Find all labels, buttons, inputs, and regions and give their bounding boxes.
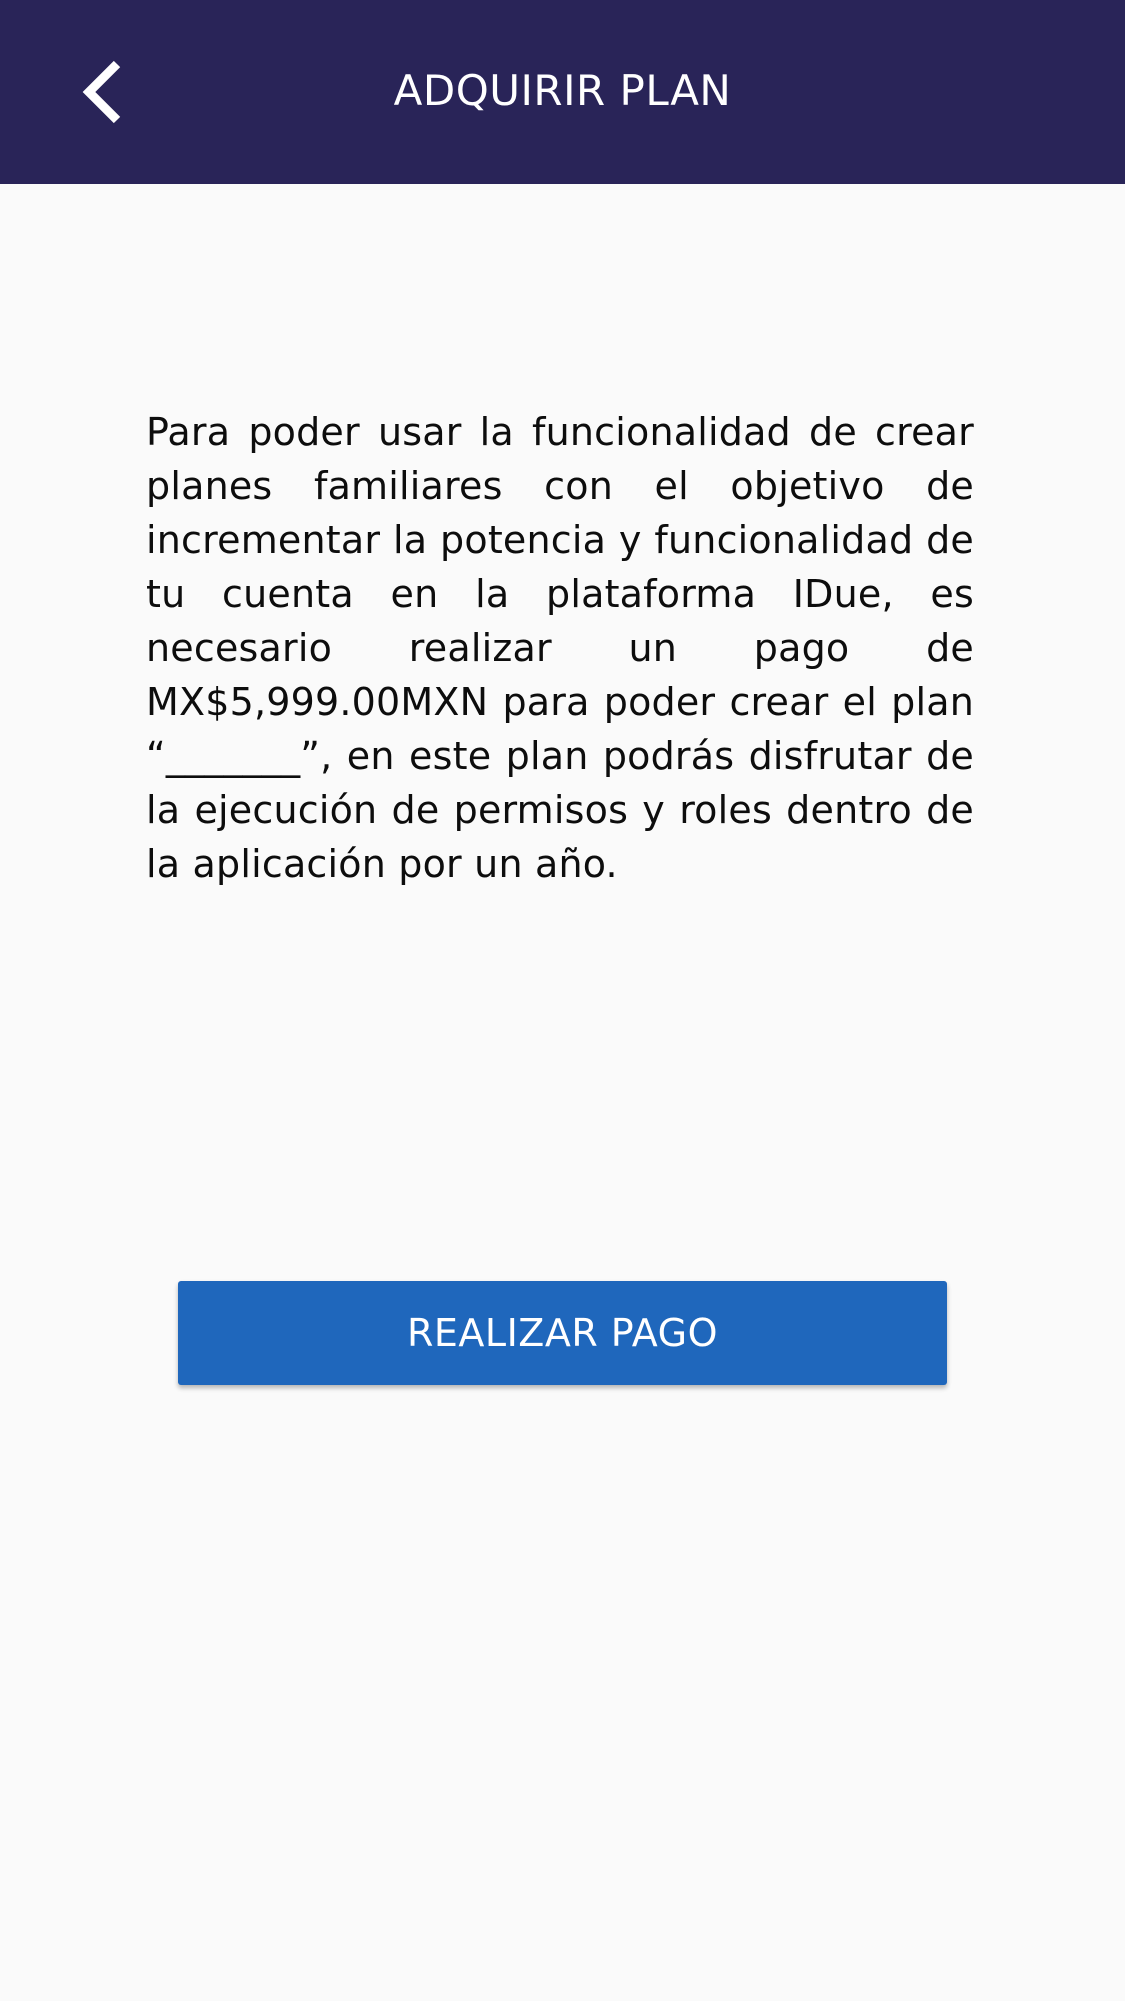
page-title: ADQUIRIR PLAN	[393, 66, 732, 115]
plan-description: Para poder usar la funcionalidad de crear planes familiares con el objetivo de incrementar la potencia y funcionalidad de tu cuenta en la plataforma IDue, es necesario realizar un pago de MX$5,999.00MXN para poder crear el plan “_______”, en este plan podrás disfrutar de la ejecución de permisos y roles dentro de la aplicación por un año.	[146, 410, 974, 886]
app-bar	[0, 0, 1125, 184]
make-payment-button[interactable]: REALIZAR PAGO	[178, 1281, 947, 1385]
